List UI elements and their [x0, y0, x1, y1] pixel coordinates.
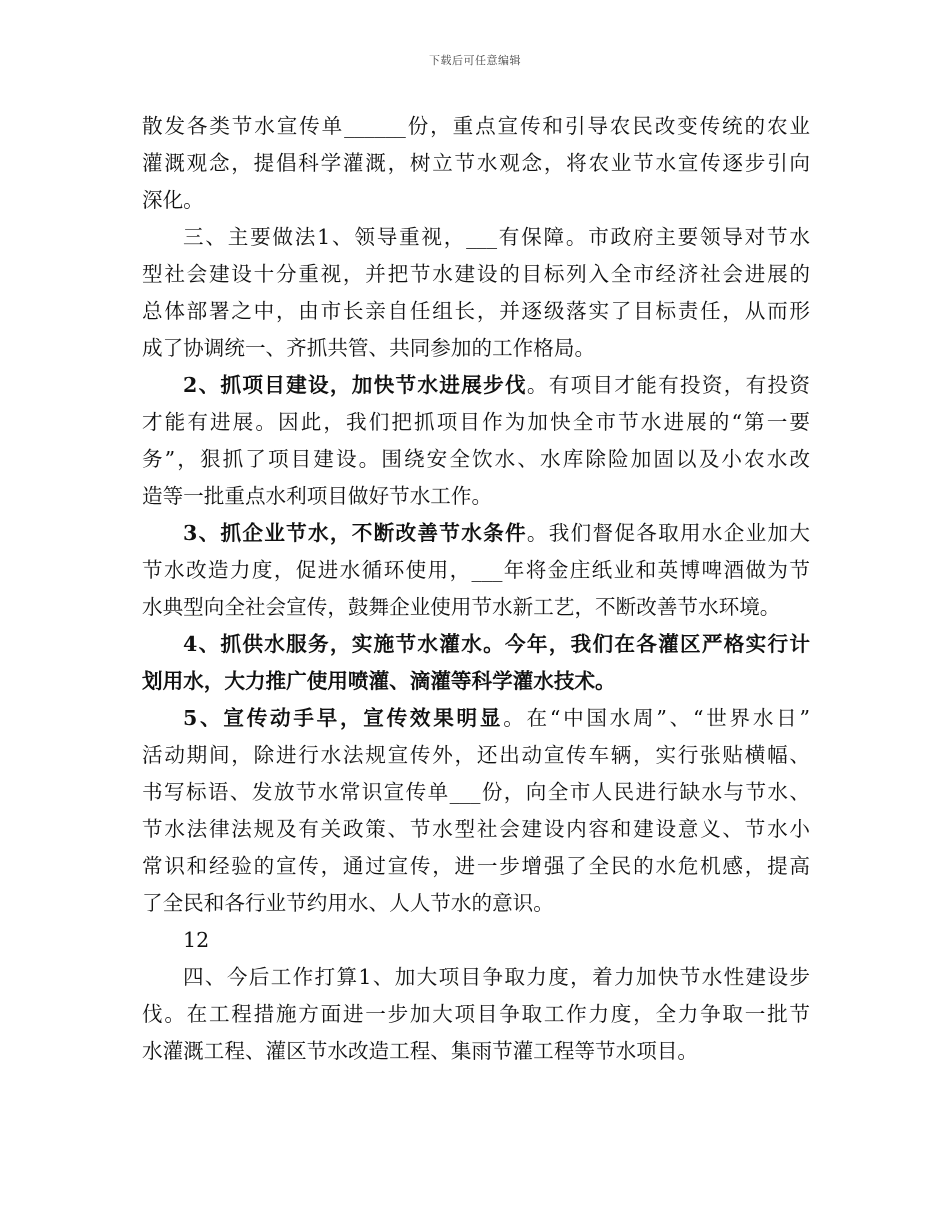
paragraph-heading: 3、抓企业节水，不断改善节水条件 — [183, 521, 527, 545]
paragraph — [142, 108, 810, 219]
text-line: 型社会建设十分重视，并把节水建设的目标列入全市经济社会进展的 — [142, 262, 810, 286]
text-line: 划用水，大力推广使用喷灌、滴灌等科学灌水技术。 — [142, 669, 616, 693]
text-run: 。我们督促各取用水企业加大 — [526, 521, 811, 545]
text-line: 才能有进展。因此，我们把抓项目作为加快全市节水进展的“第一要 — [142, 410, 810, 434]
paragraph-heading: 5、宣传动手早，宣传效果明显 — [183, 706, 504, 730]
text-run: 。有项目才能有投资，有投资 — [526, 373, 811, 397]
text-line — [142, 367, 810, 404]
text-line: 成了协调统一、齐抓共管、共同参加的工作格局。 — [142, 336, 596, 360]
text-line: 伐。在工程措施方面进一步加大项目争取工作力度，全力争取一批节 — [142, 1002, 810, 1026]
text-line: 4、抓供水服务，实施节水灌水。今年，我们在各灌区严格实行计 — [183, 632, 810, 656]
page-number-text: 12 — [183, 928, 210, 952]
text-line: 三、主要做法1、领导重视，___有保障。市政府主要领导对节水 — [183, 225, 810, 249]
text-line: 节水法律法规及有关政策、节水型社会建设内容和建设意义、节水小 — [142, 817, 810, 841]
text-line: 四、今后工作打算1、加大项目争取力度，着力加快节水性建设步 — [183, 965, 810, 989]
paragraph — [142, 367, 810, 515]
paragraph — [142, 219, 810, 367]
text-line: 散发各类节水宣传单______份，重点宣传和引导农民改变传统的农业 — [142, 114, 810, 138]
paragraph-heading: 2、抓项目建设，加快节水进展步伐 — [183, 373, 527, 397]
text-line: 务”，狠抓了项目建设。围绕安全饮水、水库除险加固以及小农水改 — [142, 447, 810, 471]
text-line: 深化。 — [142, 188, 204, 212]
paragraph — [142, 626, 810, 700]
text-line: 节水改造力度，促进水循环使用，___年将金庄纸业和英博啤酒做为节 — [142, 558, 810, 582]
text-line: 活动期间，除进行水法规宣传外，还出动宣传车辆，实行张贴横幅、 — [142, 743, 810, 767]
text-line: 造等一批重点水利项目做好节水工作。 — [142, 484, 493, 508]
text-line — [142, 700, 810, 737]
text-line: 灌溉观念，提倡科学灌溉，树立节水观念，将农业节水宣传逐步引向 — [142, 151, 810, 175]
paragraph — [142, 922, 810, 959]
paragraph — [142, 959, 810, 1070]
text-line: 常识和经验的宣传，通过宣传，进一步增强了全民的水危机感，提高 — [142, 854, 810, 878]
text-line: 了全民和各行业节约用水、人人节水的意识。 — [142, 891, 554, 915]
text-line: 水灌溉工程、灌区节水改造工程、集雨节灌工程等节水项目。 — [142, 1039, 699, 1063]
text-line — [142, 515, 810, 552]
document-body — [142, 108, 810, 1070]
paragraph — [142, 515, 810, 626]
text-line: 总体部署之中，由市长亲自任组长，并逐级落实了目标责任，从而形 — [142, 299, 810, 323]
page-header: 下载后可任意编辑 — [429, 54, 521, 67]
text-line: 水典型向全社会宣传，鼓舞企业使用节水新工艺，不断改善节水环境。 — [142, 595, 781, 619]
text-run: 。在“中国水周”、“世界水日” — [503, 706, 810, 730]
paragraph — [142, 700, 810, 922]
text-line: 书写标语、发放节水常识宣传单___份，向全市人民进行缺水与节水、 — [142, 780, 810, 804]
